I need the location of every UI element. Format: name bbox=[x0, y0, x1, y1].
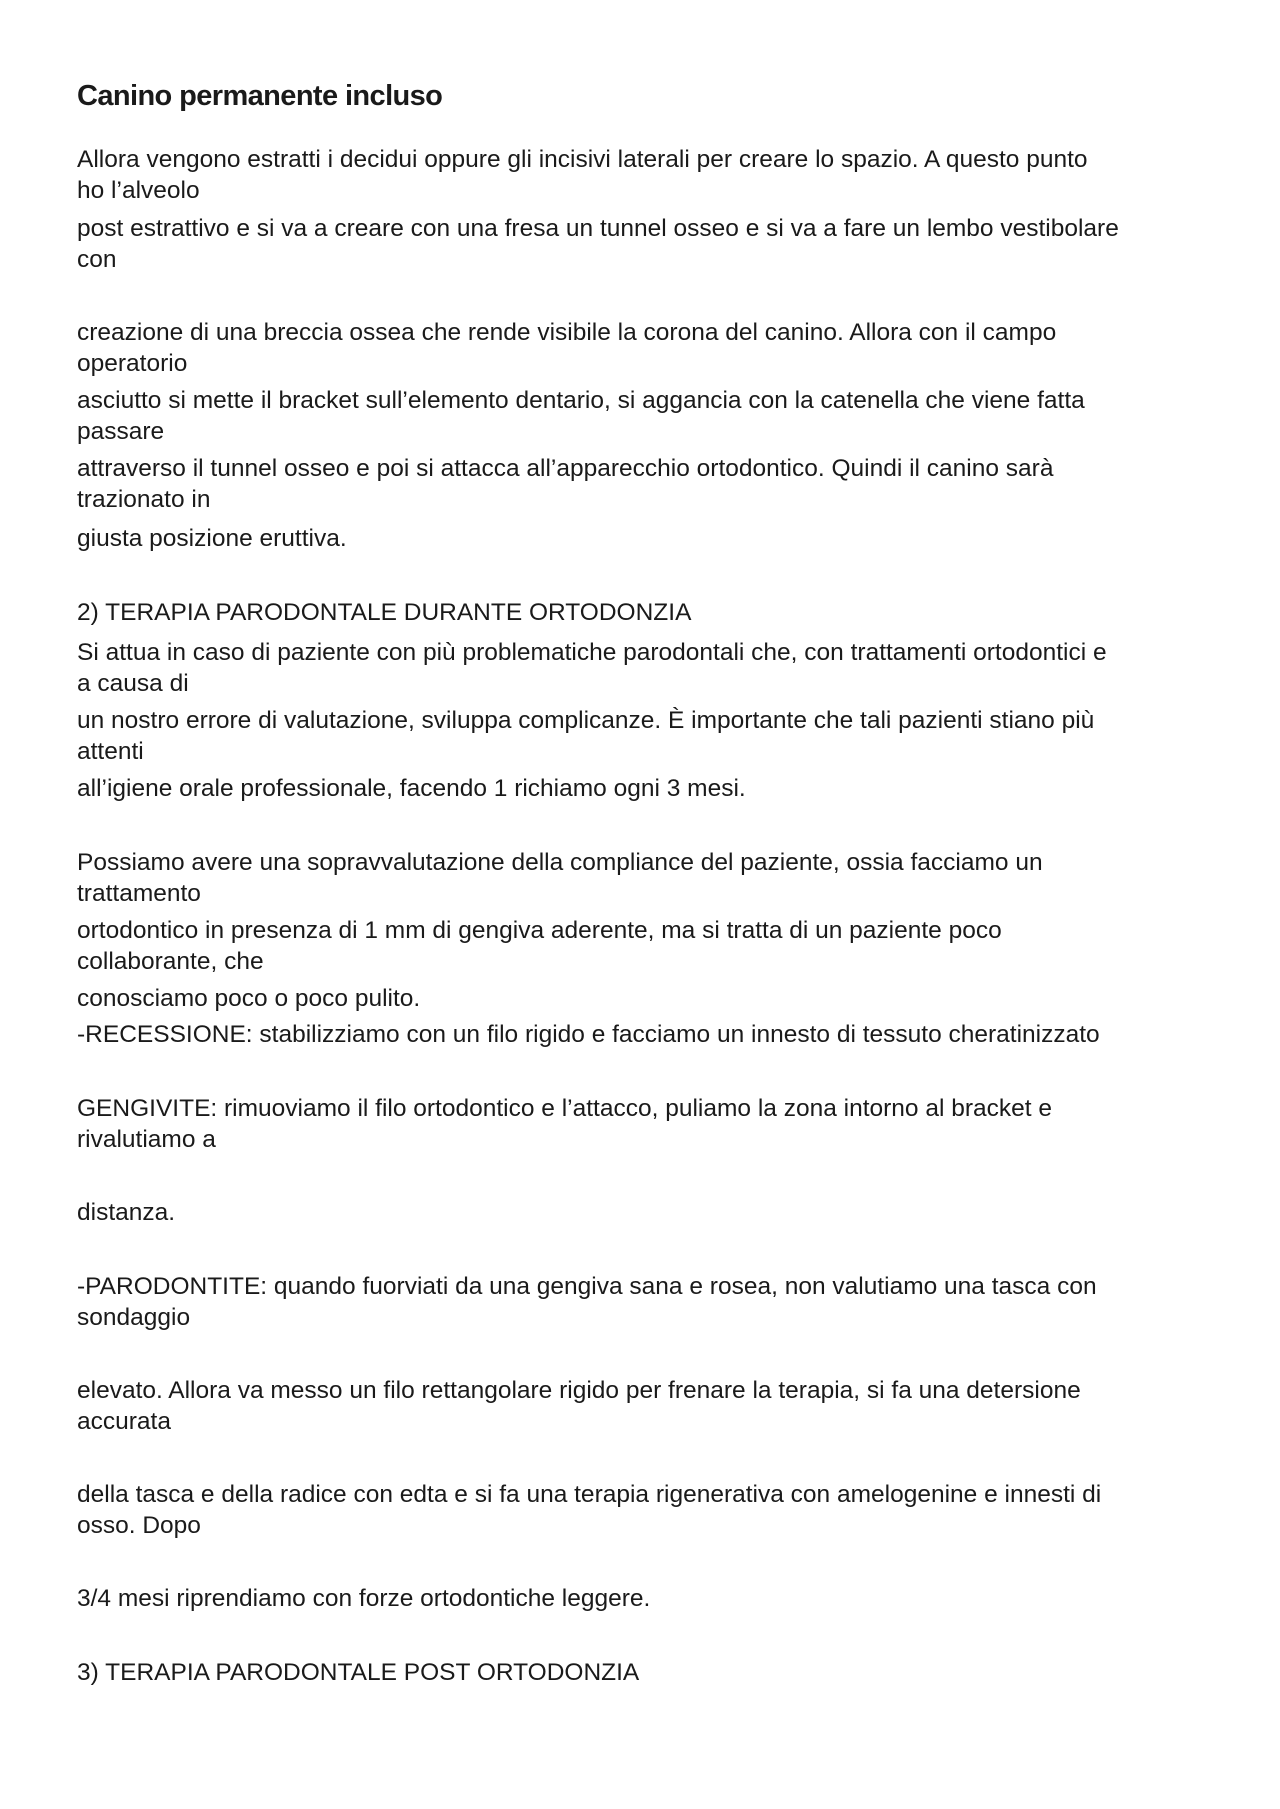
paragraph: distanza. bbox=[77, 1199, 176, 1226]
paragraph: conosciamo poco o poco pulito. bbox=[77, 985, 421, 1012]
paragraph: asciutto si mette il bracket sull’elemento dentario, si aggancia con la catenella che viene fatta passare bbox=[77, 387, 1085, 445]
paragraph: Allora vengono estratti i decidui oppure gli incisivi laterali per creare lo spazio. A questo punto ho l’alveolo bbox=[77, 146, 1088, 204]
paragraph: post estrattivo e si va a creare con una fresa un tunnel osseo e si va a fare un lembo vestibolare con bbox=[77, 215, 1119, 273]
paragraph: della tasca e della radice con edta e si fa una terapia rigenerativa con amelogenine e innesti di osso. Dopo bbox=[77, 1481, 1102, 1539]
paragraph: -PARODONTITE: quando fuorviati da una gengiva sana e rosea, non valutiamo una tasca con sondaggio bbox=[77, 1273, 1097, 1331]
paragraph: attraverso il tunnel osseo e poi si attacca all’apparecchio ortodontico. Quindi il canino sarà trazionato in bbox=[77, 455, 1054, 513]
paragraph: creazione di una breccia ossea che rende visibile la corona del canino. Allora con il campo operatorio bbox=[77, 319, 1057, 377]
paragraph: all’igiene orale professionale, facendo 1 richiamo ogni 3 mesi. bbox=[77, 775, 746, 802]
paragraph: Possiamo avere una sopravvalutazione della compliance del paziente, ossia facciamo un trattamento bbox=[77, 849, 1043, 907]
paragraph: Si attua in caso di paziente con più problematiche parodontali che, con trattamenti ortodontici e a causa di bbox=[77, 639, 1107, 697]
paragraph: ortodontico in presenza di 1 mm di gengiva aderente, ma si tratta di un paziente poco collaborante, che bbox=[77, 917, 1002, 975]
paragraph: un nostro errore di valutazione, sviluppa complicanze. È importante che tali pazienti stiano più attenti bbox=[77, 707, 1095, 765]
paragraph: 3/4 mesi riprendiamo con forze ortodontiche leggere. bbox=[77, 1585, 651, 1612]
paragraph: 3) TERAPIA PARODONTALE POST ORTODONZIA bbox=[77, 1659, 640, 1686]
paragraph: 2) TERAPIA PARODONTALE DURANTE ORTODONZIA bbox=[77, 599, 692, 626]
document-title: Canino permanente incluso bbox=[77, 80, 443, 112]
paragraph: giusta posizione eruttiva. bbox=[77, 525, 347, 552]
paragraph: elevato. Allora va messo un filo rettangolare rigido per frenare la terapia, si fa una detersione accurata bbox=[77, 1377, 1081, 1435]
paragraph: -RECESSIONE: stabilizziamo con un filo rigido e facciamo un innesto di tessuto cheratinizzato bbox=[77, 1021, 1100, 1048]
paragraph: GENGIVITE: rimuoviamo il filo ortodontico e l’attacco, puliamo la zona intorno al bracket e rivalutiamo a bbox=[77, 1095, 1052, 1153]
